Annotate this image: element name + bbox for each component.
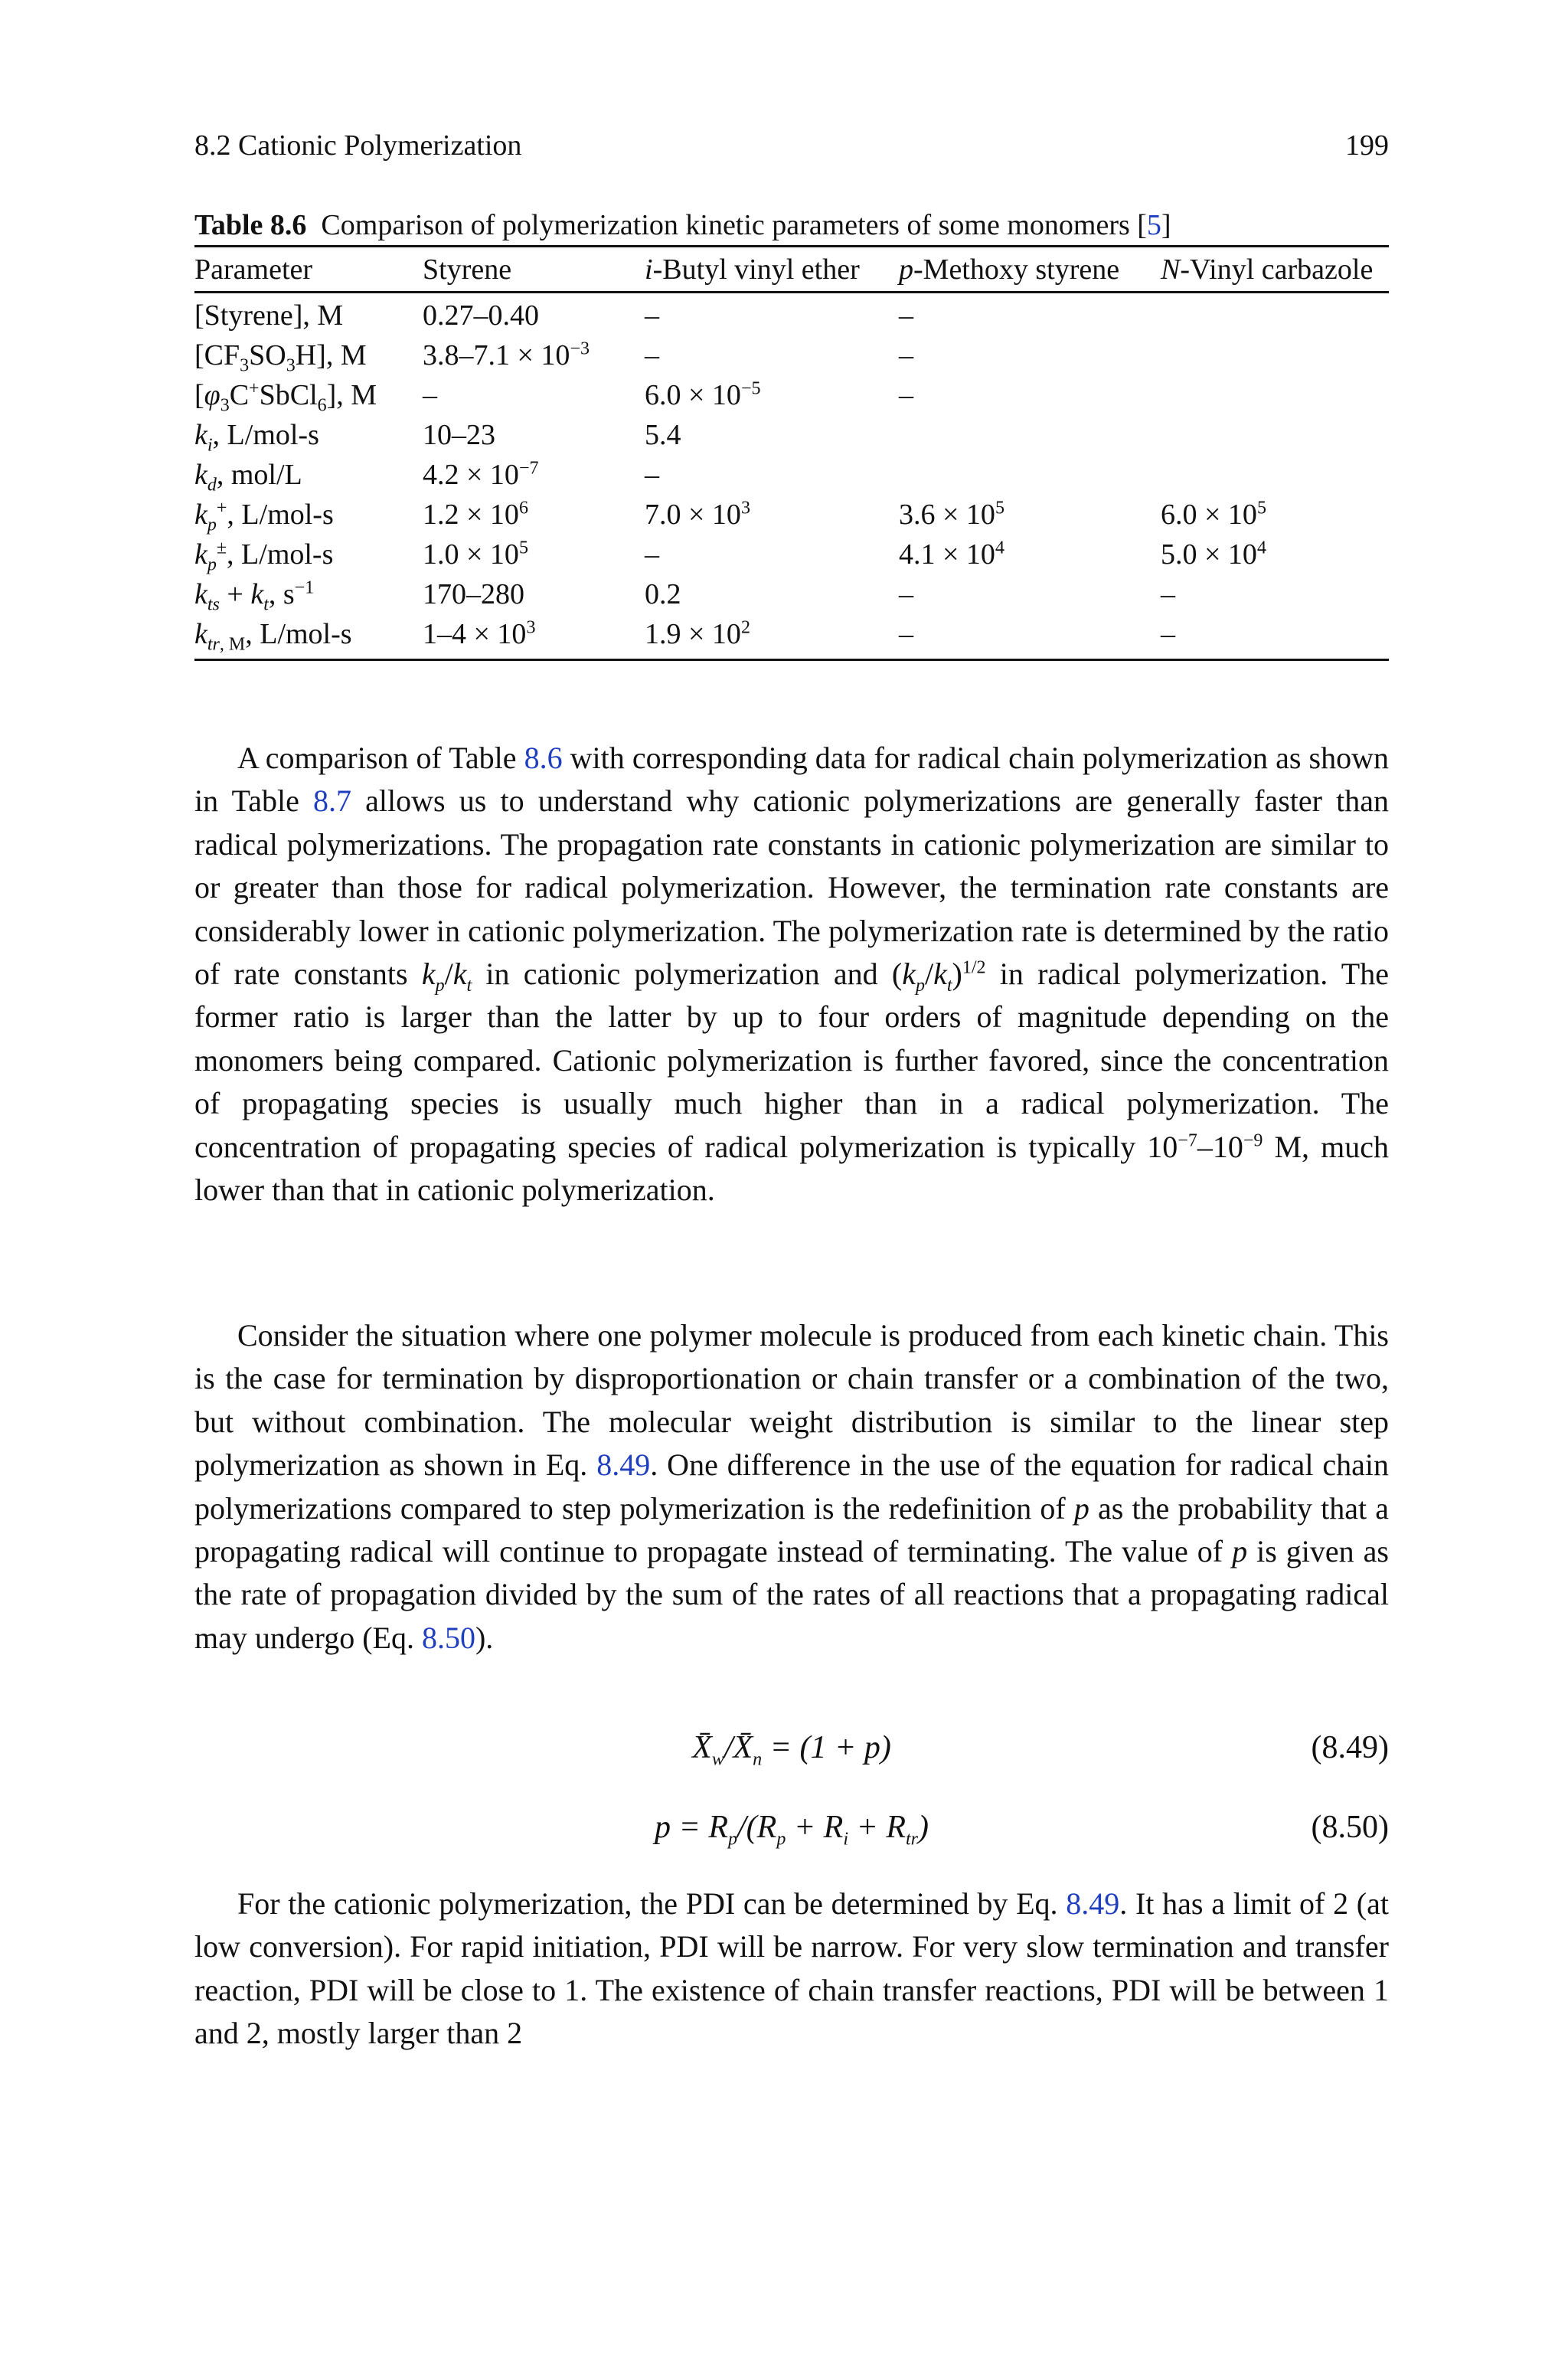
table-cell: $k_p^+$, L/mol-s xyxy=(194,498,334,535)
paragraph-2: Consider the situation where one polymer molecule is produced from each kinetic chain. This is the case for termination by disproportionation or chain transfer or a combination of the two, but without combination. The molecular weight distribution is similar to the linear step polymerization as shown in Eq. 8.49. One difference in the use of the equation for radical chain polymerizations compared to step polymerization is the redefinition of p as the probability that a propagating radical will continue to propagate instead of terminating. The value of p is given as the rate of propagation divided by the sum of the rates of all reactions that a propagating radical may undergo (Eq. 8.50). xyxy=(194,1318,1389,1655)
table-cell: – xyxy=(899,618,913,650)
table-row xyxy=(194,415,1389,455)
table-cell: – xyxy=(423,379,437,411)
table-header-row xyxy=(194,250,1389,289)
table-cell: $4.1 \times 10^4$ xyxy=(899,538,1004,571)
table-caption xyxy=(194,207,1389,244)
column-header: N-Vinyl carbazole xyxy=(1161,254,1374,286)
table-cell: $7.0 \times 10^3$ xyxy=(645,498,750,531)
equation-number: (8.50) xyxy=(1311,1810,1389,1845)
table-cell: – xyxy=(1161,618,1175,650)
table-cell: $1.2 \times 10^6$ xyxy=(423,498,528,531)
citation-link[interactable]: 5 xyxy=(1146,209,1161,241)
table-cell: 0.2 xyxy=(645,578,681,610)
table-cell: $k_p^\pm$, L/mol-s xyxy=(194,538,334,575)
table-cell: 170–280 xyxy=(423,578,524,610)
table-cell: – xyxy=(1161,578,1175,610)
table-row xyxy=(194,335,1389,375)
caption-end: ] xyxy=(1161,209,1171,241)
equation-expression: $p = R_p/(R_p + R_i + R_{tr})$ xyxy=(655,1810,929,1850)
table-cell: $3.6 \times 10^5$ xyxy=(899,498,1004,531)
table-cell: $6.0 \times 10^{-5}$ xyxy=(645,378,761,411)
paragraph-3: For the cationic polymerization, the PDI can be determined by Eq. 8.49. It has a limit of 2 (at low conversion). For rapid initiation, PDI will be narrow. For very slow termination and transfer reaction, PDI will be close to 1. The existence of chain transfer reactions, PDI will be between 1 and 2, mostly larger than 2 xyxy=(194,1886,1389,2051)
table-cell: – xyxy=(645,459,659,491)
equation-number: (8.49) xyxy=(1311,1730,1389,1765)
paragraph-1: A comparison of Table 8.6 with corresponding data for radical chain polymerization as shown in Table 8.7 allows us to understand why cationic polymerizations are generally faster than radical polymerizations. The propagation rate constants in cationic polymerization are similar to or greater than those for radical polymerization. However, the termination rate constants are considerably lower in cationic polymerization. The polymerization rate is determined by the ratio of rate constants $k_p/k_t$ in cationic polymerization and $(k_p/k_t)^{1/2}$ in radical polymerization. The former ratio is larger than the latter by up to four orders of magnitude depending on the monomers being compared. Cationic polymerization is further favored, since the concentration of propagating species is usually much higher than in a radical polymerization. The concentration of propagating species of radical polymerization is typically $10^{-7}-10^{-9}$ M, much lower than that in cationic polymerization. xyxy=(194,741,1390,1208)
table-row xyxy=(194,614,1389,654)
math-inline: $10^{-7}-10^{-9}$ xyxy=(1147,1129,1263,1164)
equation-link[interactable]: 8.49 xyxy=(1066,1886,1120,1921)
table-row xyxy=(194,455,1389,495)
math-inline: $(k_p/k_t)^{1/2}$ xyxy=(891,957,986,996)
table-cell: $1.9 \times 10^2$ xyxy=(645,617,750,650)
table-cell: $[\varphi_3C^+SbCl_6]$, M xyxy=(194,378,377,416)
table-cell: – xyxy=(645,299,659,332)
table-row xyxy=(194,296,1389,335)
section-title: 8.2 Cationic Polymerization xyxy=(194,129,522,162)
table-row xyxy=(194,495,1389,535)
table-cell: 0.27–0.40 xyxy=(423,299,539,332)
table-cell: $4.2 \times 10^{-7}$ xyxy=(423,458,539,491)
table-cell: – xyxy=(899,299,913,332)
table-bottom-rule xyxy=(194,659,1389,661)
equation-expression: $X̄_w/X̄_n = (1 + p)$ xyxy=(692,1730,891,1770)
table-cell: 10–23 xyxy=(423,419,495,451)
table-cell: $1-4 \times 10^3$ xyxy=(423,617,536,650)
column-header: p-Methoxy styrene xyxy=(899,254,1120,286)
equation-8-49 xyxy=(194,1725,1389,1771)
equation-link[interactable]: 8.50 xyxy=(421,1620,475,1655)
table-cell: – xyxy=(645,339,659,371)
caption-text: Comparison of polymerization kinetic parameters of some monomers [ xyxy=(321,209,1147,241)
kinetic-parameters-table xyxy=(194,207,1389,655)
table-cell: [Styrene], M xyxy=(194,299,344,332)
table-cell: 5.4 xyxy=(645,419,681,451)
table-link[interactable]: 8.7 xyxy=(313,783,351,819)
table-cell: $k_{ts} + k_t$, $s^{-1}$ xyxy=(194,577,315,615)
table-cell: – xyxy=(899,578,913,610)
table-row xyxy=(194,375,1389,415)
table-top-rule xyxy=(194,245,1389,247)
table-cell: $k_d$, mol/L xyxy=(194,459,302,496)
table-cell: $5.0 \times 10^4$ xyxy=(1161,538,1266,571)
table-cell: $k_{tr, M}$, L/mol-s xyxy=(194,618,352,655)
page-number: 199 xyxy=(1345,129,1389,162)
equation-8-50 xyxy=(194,1804,1389,1850)
column-header: Parameter xyxy=(194,254,313,286)
math-inline: $k_p/k_t$ xyxy=(421,957,472,996)
table-row xyxy=(194,574,1389,614)
table-cell: – xyxy=(645,538,659,571)
table-cell: $1.0 \times 10^5$ xyxy=(423,538,528,571)
table-cell: $k_i$, L/mol-s xyxy=(194,419,319,456)
table-link[interactable]: 8.6 xyxy=(524,741,563,775)
table-header-rule xyxy=(194,291,1389,293)
table-cell: $[CF_3SO_3H]$, M xyxy=(194,339,367,376)
table-label: Table 8.6 xyxy=(194,209,307,241)
table-row xyxy=(194,535,1389,574)
running-head xyxy=(194,127,1389,164)
column-header: i-Butyl vinyl ether xyxy=(645,254,860,286)
table-cell: – xyxy=(899,379,913,411)
column-header: Styrene xyxy=(423,254,512,286)
table-cell: $3.8-7.1 \times 10^{-3}$ xyxy=(423,339,590,371)
table-cell: $6.0 \times 10^5$ xyxy=(1161,498,1266,531)
table-cell: – xyxy=(899,339,913,371)
equation-link[interactable]: 8.49 xyxy=(596,1447,651,1483)
